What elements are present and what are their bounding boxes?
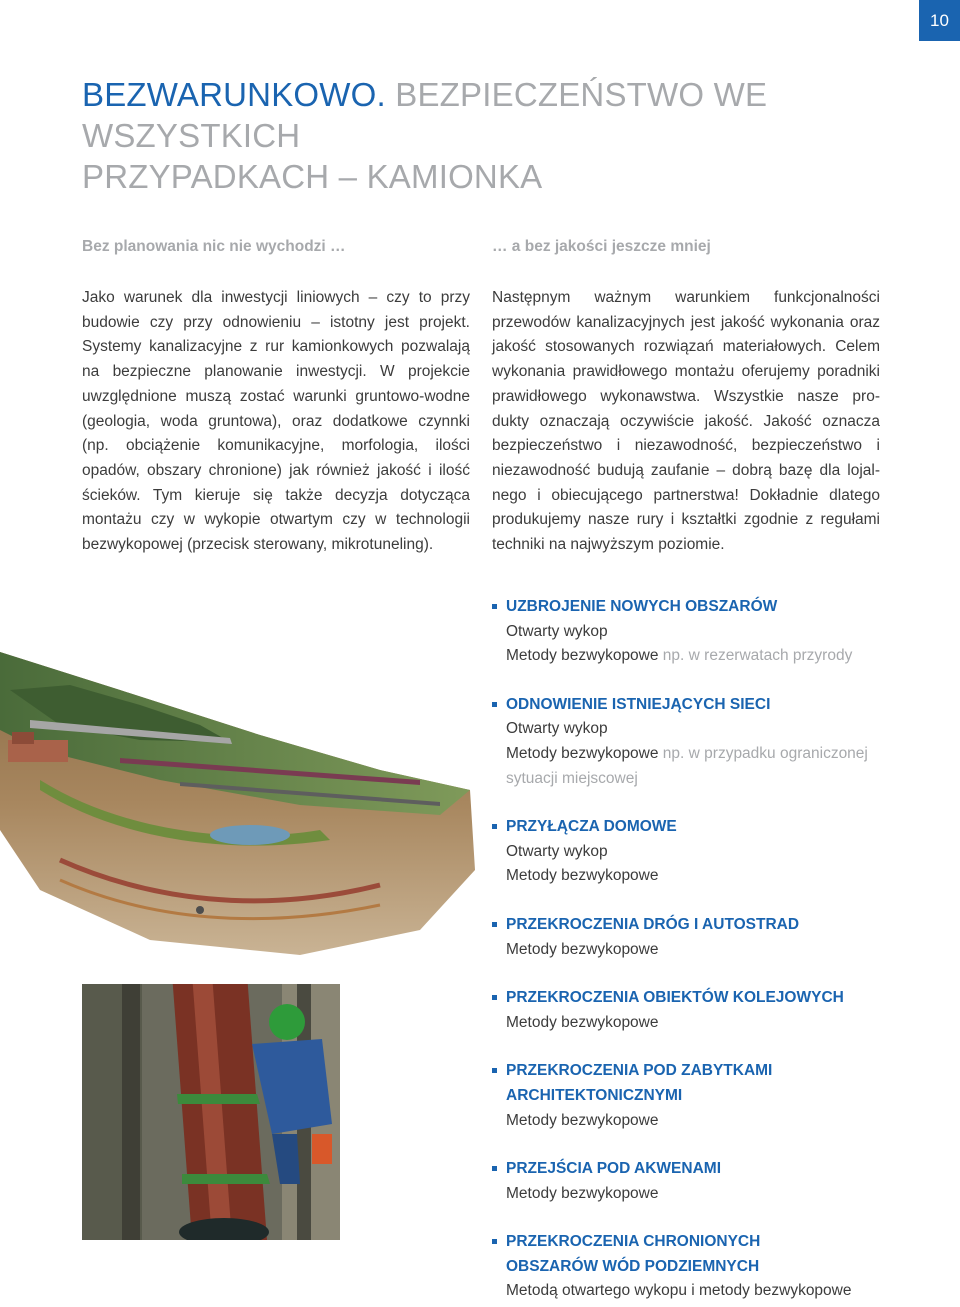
square-bullet-icon <box>492 824 497 829</box>
right-paragraph <box>492 286 880 558</box>
text-line: dukty oznaczają oczywiście jakość. Jakość oznacza <box>492 412 880 430</box>
list-item <box>492 815 932 889</box>
text-line: ścieków. Tym kieruje się także decyzja dotycząca <box>82 486 470 504</box>
list-item-note: np. w przypadku ograniczonej <box>658 744 868 762</box>
list-item-line: Metody bezwykopowe <box>506 1013 659 1031</box>
square-bullet-icon <box>492 995 497 1000</box>
list-item <box>492 913 932 962</box>
list-item-line: Metody bezwykopowe <box>506 744 659 762</box>
text-line: (geologia, woda gruntowa), oraz dodatkowe czynnki <box>82 412 470 430</box>
list-item-line: Otwarty wykop <box>506 622 608 640</box>
title-highlight: BEZWARUNKOWO. <box>82 76 386 113</box>
list-item-heading: UZBROJENIE NOWYCH OBSZARÓW <box>506 598 778 615</box>
list-item-line: Otwarty wykop <box>506 842 608 860</box>
text-line: (np. obciążenie komunikacyjne, morfologia, ilości <box>82 437 470 455</box>
pipe-installation-photo <box>82 984 340 1240</box>
list-item-heading: PRZEKROCZENIA OBIEKTÓW KOLEJOWYCH <box>506 989 844 1007</box>
text-line: wykonania prawidłowego montażu oferujemy poradniki <box>492 363 880 381</box>
list-item <box>492 986 932 1035</box>
text-line: Następnym ważnym warunkiem funkcjonalności <box>492 289 880 306</box>
list-item-line: Metodą otwartego wykopu i metody bezwykopowe <box>506 1282 852 1300</box>
list-item <box>492 595 932 669</box>
list-item-heading: ODNOWIENIE ISTNIEJĄCYCH SIECI <box>506 695 771 713</box>
square-bullet-icon <box>492 922 497 927</box>
text-line: bezwykopowej (przecisk sterowany, mikrotuneling). <box>82 536 434 554</box>
page-title <box>82 74 902 197</box>
list-item <box>492 1059 932 1133</box>
square-bullet-icon <box>492 1068 497 1073</box>
square-bullet-icon <box>492 604 497 609</box>
list-item-heading: PRZEKROCZENIA POD ZABYTKAMI <box>506 1062 773 1080</box>
text-line: bezpieczeństwo i niezawodność, bezpieczeństwo i <box>492 437 880 455</box>
list-item-line: Metody bezwykopowe <box>506 1111 659 1129</box>
square-bullet-icon <box>492 702 497 707</box>
list-item <box>492 1157 932 1206</box>
list-item-heading: PRZEKROCZENIA DRÓG I AUTOSTRAD <box>506 915 800 933</box>
list-item-line: Metody bezwykopowe <box>506 940 659 958</box>
square-bullet-icon <box>492 1166 497 1171</box>
list-item-heading: ARCHITEKTONICZNYMI <box>506 1086 683 1104</box>
list-spacer <box>492 889 932 913</box>
list-item-line: Metody bezwykopowe <box>506 867 659 885</box>
text-line: budowie czy przy odnowieniu – istotny jest projekt. <box>82 313 470 331</box>
text-line: Systemy kanalizacyjne z rur kamionkowych pozwalają <box>82 338 470 356</box>
list-item-heading: PRZYŁĄCZA DOMOWE <box>506 818 677 836</box>
list-item-line: Metody bezwykopowe <box>506 1184 659 1202</box>
list-item-line: Metody bezwykopowe <box>506 647 659 665</box>
list-item-heading: PRZEKROCZENIA CHRONIONYCH <box>506 1233 761 1251</box>
list-item-note: np. w rezerwatach przyrody <box>658 647 853 665</box>
text-line: Jako warunek dla inwestycji liniowych – czy to przy <box>82 289 470 306</box>
list-spacer <box>492 1133 932 1157</box>
title-rest: BEZPIECZEŃSTWO WE WSZYSTKICH <box>82 76 768 154</box>
left-subtitle: Bez planowania nic nie wychodzi … <box>82 238 346 255</box>
list-item-note: sytuacji miejscowej <box>506 769 638 787</box>
list-spacer <box>492 1035 932 1059</box>
square-bullet-icon <box>492 1239 497 1244</box>
right-subtitle: … a bez jakości jeszcze mniej <box>492 238 711 255</box>
title-line2: PRZYPADKACH – KAMIONKA <box>82 158 543 195</box>
list-spacer <box>492 1206 932 1230</box>
text-line: uwzględnione muszą zostać warunki gruntowo-wodne <box>82 387 470 405</box>
list-item-heading: OBSZARÓW WÓD PODZIEMNYCH <box>506 1257 760 1275</box>
text-line: montażu czy w wykopie otwartym czy w technologii <box>82 511 470 529</box>
text-line: prawidłowego wykonawstwa. Wszystkie nasze pro- <box>492 387 880 405</box>
text-line: niezawodność budują zaufanie – dobrą bazę dla lojal- <box>492 461 880 479</box>
text-line: techniki na najwyższym poziomie. <box>492 536 725 554</box>
list-item-line: Otwarty wykop <box>506 720 608 738</box>
left-paragraph <box>82 286 470 558</box>
application-list <box>492 595 932 1304</box>
list-spacer <box>492 669 932 693</box>
list-spacer <box>492 791 932 815</box>
text-line: przewodów kanalizacyjnych jest jakość wykonania oraz <box>492 313 880 331</box>
list-item <box>492 1230 932 1304</box>
text-line: na bezpieczne planowanie inwestycji. W projekcie <box>82 363 470 381</box>
list-item <box>492 693 932 791</box>
text-line: opadów, obszary chronione) jak również jakość i ilość <box>82 461 470 479</box>
text-line: produkujemy nasze rury i kształtki zgodnie z regułami <box>492 511 880 529</box>
landscape-cross-section-illustration <box>0 630 480 960</box>
text-line: jakość stosowanych rozwiązań materiałowych. Celem <box>492 338 880 356</box>
text-line: nego i obiecującego partnerstwa! Dokładnie dlatego <box>492 486 880 504</box>
list-item-heading: PRZEJŚCIA POD AKWENAMI <box>506 1160 722 1178</box>
list-spacer <box>492 962 932 986</box>
page-number: 10 <box>919 0 960 41</box>
